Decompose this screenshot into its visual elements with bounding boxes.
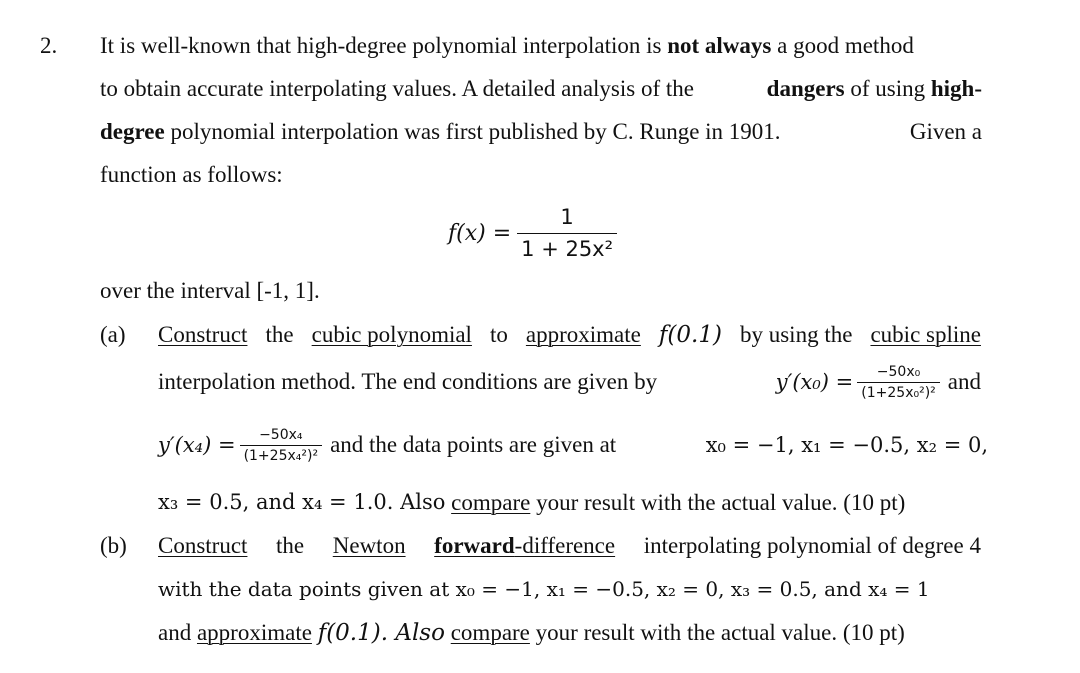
- fraction-numerator: −50x₄: [240, 427, 323, 446]
- intro-line-2: [100, 76, 982, 102]
- part-a-line-1: [158, 322, 981, 348]
- underlined-approximate: approximate: [525, 322, 641, 347]
- part-a-line-2: [158, 358, 981, 406]
- word: and: [947, 369, 981, 394]
- text: and the data points are given at: [330, 432, 617, 457]
- part-b-label: (b): [100, 533, 127, 558]
- fraction-end-condition-4: [240, 427, 323, 464]
- fraction-denominator: (1+25x₀²)²: [861, 384, 936, 401]
- intro-text: of using: [850, 76, 926, 101]
- math-y-prime-x4: y′(x₄) =: [158, 433, 236, 457]
- intro-line-4: function as follows:: [100, 162, 283, 187]
- part-b-line-2: [158, 576, 981, 602]
- math-y-prime-x0: y′(x₀) =: [775, 370, 854, 394]
- intro-text: polynomial interpolation was first published by C. Runge in 1901.: [170, 119, 781, 144]
- intro-text: a good method: [777, 33, 914, 58]
- text: your result with the actual value. (10 pt): [536, 490, 906, 515]
- underlined-compare: compare: [451, 490, 531, 515]
- fraction-denominator: (1+25x₄²)²: [243, 447, 319, 464]
- underlined-approximate: approximate: [196, 620, 312, 645]
- interval-line: over the interval [-1, 1].: [100, 278, 320, 303]
- math-data-points: x₀ = −1, x₁ = −0.5, x₂ = 0,: [705, 433, 988, 457]
- part-b-line-3: [158, 620, 905, 646]
- word: the: [265, 322, 294, 347]
- intro-text: Given a: [909, 119, 982, 144]
- formula-denominator: 1 + 25x²: [521, 237, 614, 261]
- word: by using the: [739, 322, 853, 347]
- math-f-of-0-1: f(0.1): [658, 322, 722, 348]
- underlined-construct: Construct: [158, 533, 248, 558]
- fraction-end-condition-0: [857, 364, 940, 401]
- part-a-line-4: [158, 490, 905, 516]
- formula-lhs: f(x) =: [448, 220, 512, 246]
- part-a-label: (a): [100, 322, 126, 347]
- formula-numerator: 1: [517, 205, 617, 234]
- part-a-line-3: [158, 420, 988, 470]
- intro-line-1: [100, 33, 982, 59]
- text: interpolating polynomial of degree 4: [643, 533, 981, 558]
- underlined-compare: compare: [450, 620, 530, 645]
- intro-line-3: [100, 119, 982, 145]
- math-data-points: x₃ = 0.5, and x₄ = 1.0. Also: [158, 490, 446, 514]
- word: and: [158, 620, 192, 645]
- part-b-line-1: [158, 533, 981, 559]
- fraction-numerator: −50x₀: [857, 364, 940, 383]
- formula-fraction: [517, 205, 617, 261]
- emphasis-forward: forward: [434, 533, 515, 558]
- underlined-cubic-spline: cubic spline: [870, 322, 981, 347]
- emphasis-not-always: not always: [667, 33, 772, 58]
- emphasis-degree: degree: [100, 119, 165, 144]
- underlined-newton: Newton: [332, 533, 406, 558]
- intro-text: to obtain accurate interpolating values. A detailed analysis of the: [100, 76, 694, 101]
- text: interpolation method. The end conditions are given by: [158, 369, 658, 394]
- word: to: [489, 322, 508, 347]
- emphasis-dangers: dangers: [766, 76, 845, 101]
- emphasis-high: high-: [930, 76, 982, 101]
- text: your result with the actual value. (10 pt): [535, 620, 905, 645]
- math-data-points: with the data points given at x₀ = −1, x₁ = −0.5, x₂ = 0, x₃ = 0.5, and x₄ = 1: [158, 577, 930, 601]
- runge-formula: [448, 205, 617, 261]
- intro-text: It is well-known that high-degree polynomial interpolation is: [100, 33, 662, 58]
- math-f-of-0-1: f(0.1). Also: [317, 620, 445, 646]
- problem-number: 2.: [40, 33, 58, 58]
- word: the: [276, 533, 305, 558]
- underlined-construct: Construct: [158, 322, 248, 347]
- underlined-cubic-polynomial: cubic polynomial: [311, 322, 472, 347]
- underlined-difference: -difference: [514, 533, 616, 558]
